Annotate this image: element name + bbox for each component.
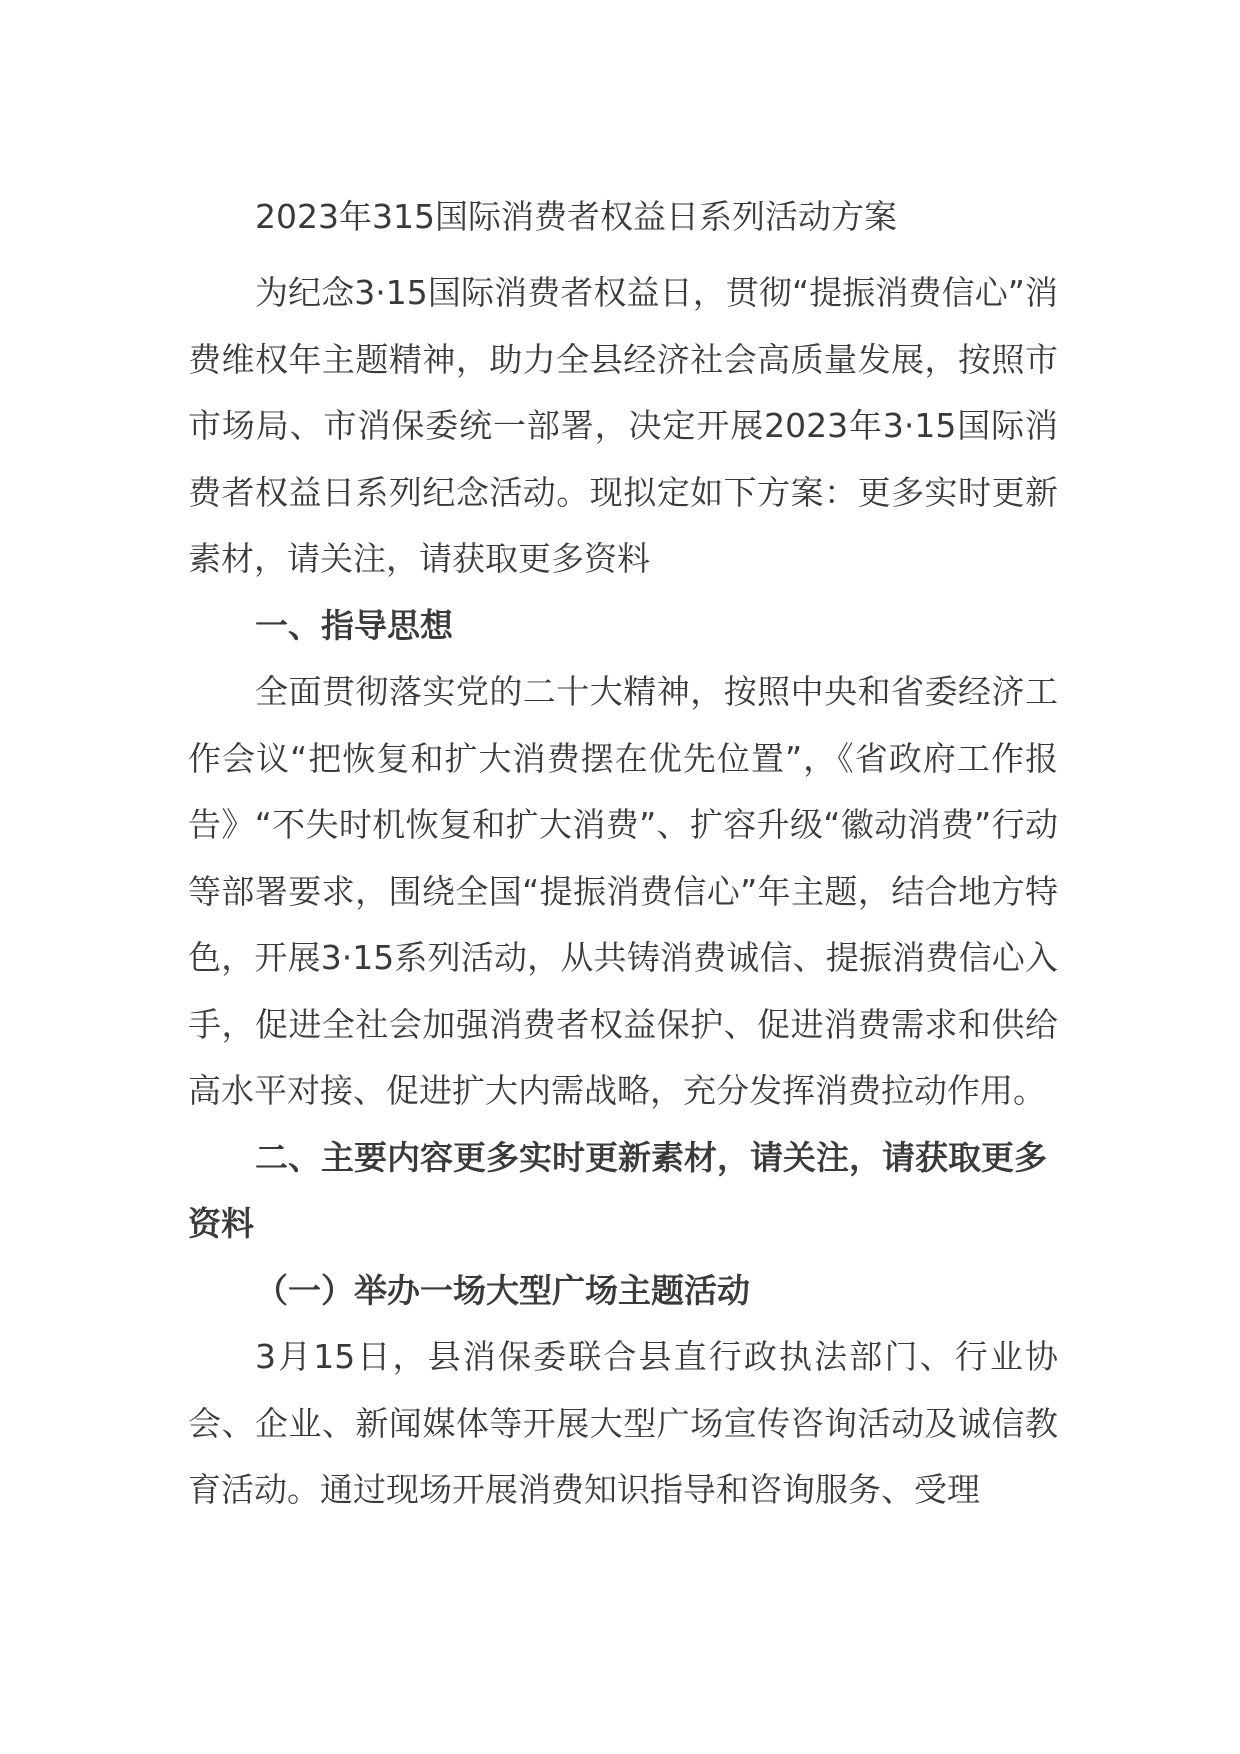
document-body xyxy=(188,186,1058,1524)
subsection-1-heading: （一）举办一场大型广场主题活动 xyxy=(255,1270,750,1310)
section-1-heading: 一、指导思想 xyxy=(255,605,453,645)
section-1-paragraph: 全面贯彻落实党的二十大精神，按照中央和省委经济工作会议“把恢复和扩大消费摆在优先位置”，《省政府工作报告》“不失时机恢复和扩大消费”、扩容升级“徽动消费”行动等部署要求，围绕全国“提振消费信心”年主题，结合地方特色，开展3·15系列活动，从共铸消费诚信、提振消费信心入手，促进全社会加强消费者权益保护、促进消费需求和供给高水平对接、促进扩大内需战略，充分发挥消费拉动作用。 xyxy=(188,672,1058,1110)
intro-paragraph: 为纪念3·15国际消费者权益日，贯彻“提振消费信心”消费维权年主题精神，助力全县经济社会高质量发展，按照市市场局、市消保委统一部署，决定开展2023年3·15国际消费者权益日系列纪念活动。现拟定如下方案：更多实时更新素材，请关注，请获取更多资料 xyxy=(188,273,1058,578)
section-2-heading: 二、主要内容更多实时更新素材，请关注，请获取更多资料 xyxy=(188,1137,1047,1243)
subsection-1-paragraph: 3月15日，县消保委联合县直行政执法部门、行业协会、企业、新闻媒体等开展大型广场宣传咨询活动及诚信教育活动。通过现场开展消费知识指导和咨询服务、受理 xyxy=(188,1337,1058,1509)
document-title: 2023年315国际消费者权益日系列活动方案 xyxy=(255,197,897,236)
